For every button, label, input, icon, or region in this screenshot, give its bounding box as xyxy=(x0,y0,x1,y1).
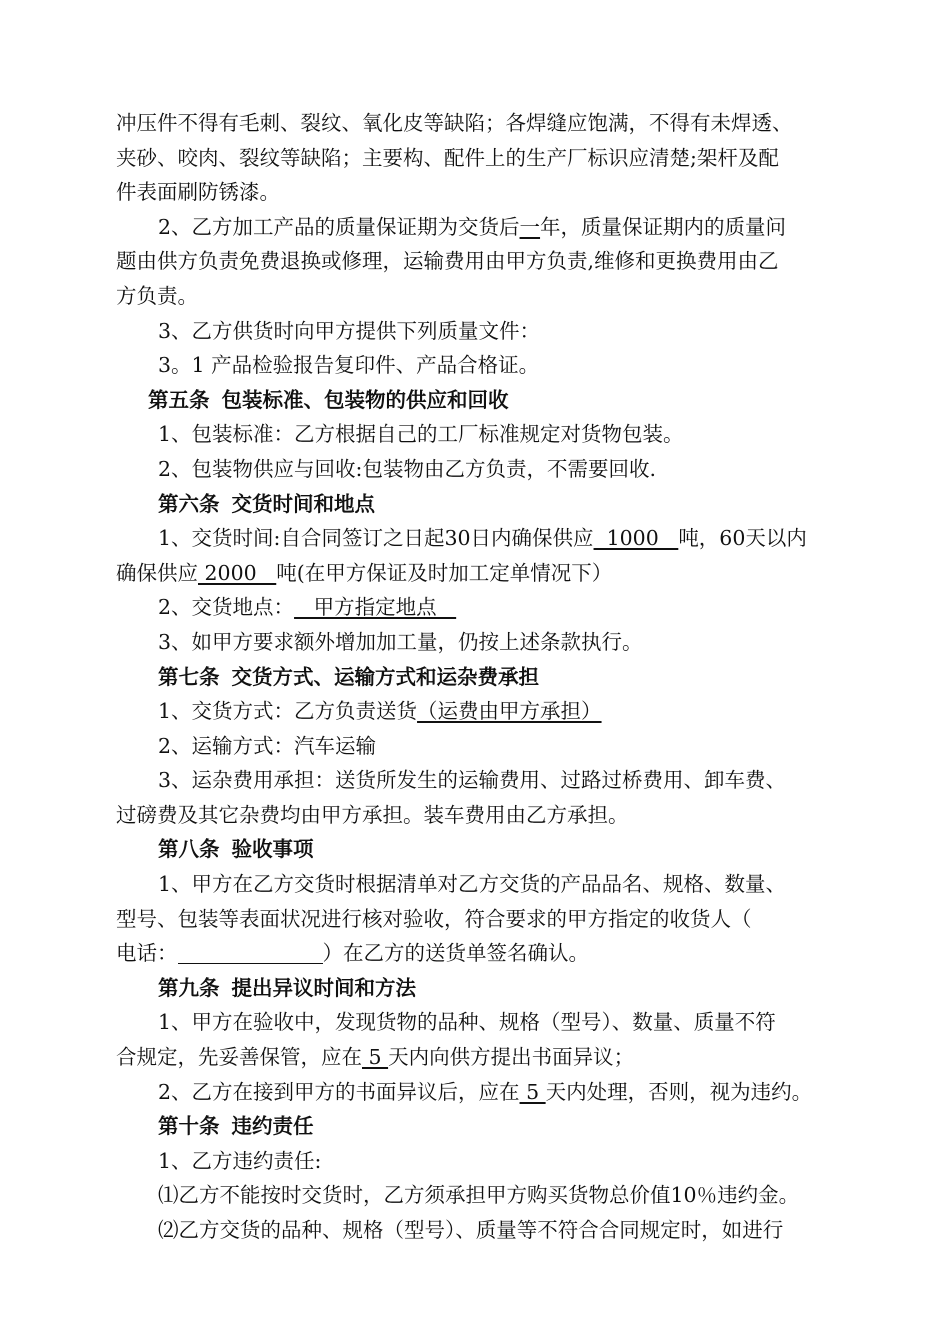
filled-blank: 2000 xyxy=(198,560,277,585)
contract-body xyxy=(0,106,950,1248)
text-line xyxy=(0,902,950,937)
filled-blank: 甲方指定地点 xyxy=(294,595,457,620)
text-span: 1、包装标准：乙方根据自己的工厂标准规定对货物包装。 xyxy=(158,422,684,447)
text-line xyxy=(0,348,950,383)
text-span: 提出异议时间和方法 xyxy=(231,975,416,1000)
text-span: 天内处理，否则，视为违约。 xyxy=(545,1079,813,1104)
text-span: 第九条 xyxy=(158,975,220,1000)
text-line xyxy=(0,556,950,591)
text-line xyxy=(0,244,950,279)
text-span: 1、交货时间:自合同签订之日起30日内确保供应 xyxy=(158,526,594,551)
text-line xyxy=(0,417,950,452)
text-span: 吨，60天以内 xyxy=(678,526,807,551)
filled-blank: 1000 xyxy=(593,526,679,551)
text-span: 1、乙方违约责任: xyxy=(158,1148,322,1173)
text-span: 方负责。 xyxy=(116,283,198,308)
text-span: 冲压件不得有毛刺、裂纹、氧化皮等缺陷；各焊缝应饱满，不得有未焊透、 xyxy=(116,111,793,135)
text-span: 1、甲方在验收中，发现货物的品种、规格（型号）、数量、质量不符 xyxy=(158,1010,776,1035)
text-span: 2、交货地点： xyxy=(158,595,295,620)
section-heading xyxy=(0,660,950,695)
text-span: 违约责任 xyxy=(231,1114,314,1139)
text-span: 第十条 xyxy=(158,1114,220,1139)
text-line xyxy=(0,279,950,314)
text-line xyxy=(0,1040,950,1075)
text-line xyxy=(0,694,950,729)
text-span: 1、交货方式：乙方负责送货 xyxy=(158,699,418,724)
text-span: 2、运输方式：汽车运输 xyxy=(158,733,377,758)
text-line xyxy=(0,1178,950,1213)
text-span: 第六条 xyxy=(158,491,220,516)
text-line xyxy=(0,521,950,556)
text-line xyxy=(0,936,950,971)
section-heading xyxy=(0,971,950,1006)
text-span: 3、如甲方要求额外增加加工量，仍按上述条款执行。 xyxy=(158,629,643,654)
text-line xyxy=(0,175,950,210)
text-span: 交货方式、运输方式和运杂费承担 xyxy=(231,664,539,689)
text-span: 2、乙方加工产品的质量保证期为交货后 xyxy=(158,214,520,239)
text-span: 2、乙方在接到甲方的书面异议后，应在 xyxy=(158,1079,520,1104)
text-span: 2、包装物供应与回收:包装物由乙方负责，不需要回收. xyxy=(158,456,656,481)
text-span: 第五条 xyxy=(148,387,210,412)
text-span: 第八条 xyxy=(158,837,220,862)
text-span: 确保供应 xyxy=(116,560,198,585)
text-span: 第七条 xyxy=(158,664,220,689)
empty-blank xyxy=(178,943,323,964)
text-span: ⑴乙方不能按时交货时，乙方须承担甲方购买货物总价值10％违约金。 xyxy=(158,1183,800,1208)
section-heading xyxy=(0,487,950,522)
text-span: 验收事项 xyxy=(231,837,314,862)
text-line xyxy=(0,1005,950,1040)
text-line xyxy=(0,625,950,660)
text-line xyxy=(0,729,950,764)
text-span: 3、乙方供货时向甲方提供下列质量文件： xyxy=(158,318,541,343)
text-line xyxy=(0,452,950,487)
text-span: 题由供方负责免费退换或修理，运输费用由甲方负责,维修和更换费用由乙 xyxy=(116,249,779,274)
text-line xyxy=(0,1075,950,1110)
text-span: ⑵乙方交货的品种、规格（型号）、质量等不符合合同规定时，如进行 xyxy=(158,1218,784,1242)
text-span: 吨(在甲方保证及时加工定单情况下） xyxy=(276,560,613,585)
text-line xyxy=(0,210,950,245)
text-span: 包装标准、包装物的供应和回收 xyxy=(221,387,509,412)
text-span: 件表面刷防锈漆。 xyxy=(116,180,280,205)
section-heading xyxy=(0,383,950,418)
text-span: 3、运杂费用承担：送货所发生的运输费用、过路过桥费用、卸车费、 xyxy=(158,768,787,793)
text-span: 夹砂、咬肉、裂纹等缺陷；主要构、配件上的生产厂标识应清楚;架杆及配 xyxy=(116,145,779,170)
text-span: 3。1 产品检验报告复印件、产品合格证。 xyxy=(158,353,540,378)
text-line xyxy=(0,1144,950,1179)
section-heading xyxy=(0,1109,950,1144)
text-line xyxy=(0,1213,950,1248)
text-span: 型号、包装等表面状况进行核对验收，符合要求的甲方指定的收货人（ xyxy=(116,906,752,931)
text-span: 天内向供方提出书面异议； xyxy=(388,1045,635,1070)
section-heading xyxy=(0,832,950,867)
text-line xyxy=(0,763,950,798)
text-span: 过磅费及其它杂费均由甲方承担。装车费用由乙方承担。 xyxy=(116,802,629,827)
filled-blank: 5 xyxy=(519,1079,546,1104)
text-line xyxy=(0,314,950,349)
text-span: 交货时间和地点 xyxy=(231,491,375,516)
text-span: 年，质量保证期内的质量问 xyxy=(540,214,787,239)
filled-blank: （运费由甲方承担） xyxy=(417,699,602,724)
text-line xyxy=(0,867,950,902)
text-line xyxy=(0,106,950,141)
text-span: 1、甲方在乙方交货时根据清单对乙方交货的产品品名、规格、数量、 xyxy=(158,872,787,897)
filled-blank: 5 xyxy=(362,1045,389,1070)
filled-blank: 一 xyxy=(519,214,541,239)
text-line xyxy=(0,798,950,833)
text-span: 合规定，先妥善保管，应在 xyxy=(116,1045,362,1070)
text-span: 电话： xyxy=(116,941,178,966)
text-line xyxy=(0,141,950,176)
text-span: ）在乙方的送货单签名确认。 xyxy=(322,941,589,966)
text-line xyxy=(0,590,950,625)
